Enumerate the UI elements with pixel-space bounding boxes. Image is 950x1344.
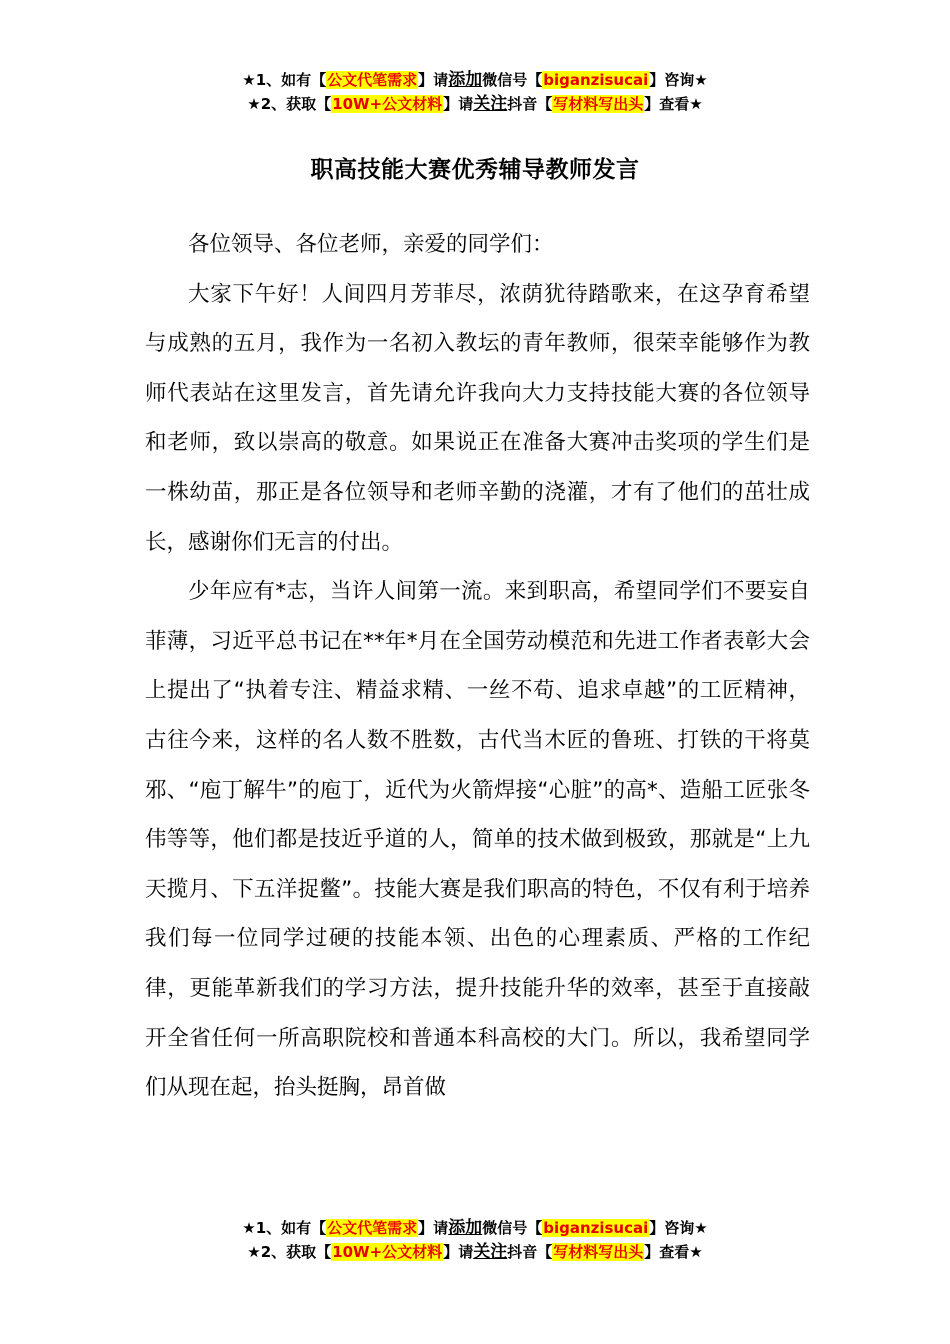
document-body <box>145 220 810 1113</box>
banner-text: ★2、获取【 <box>247 95 332 113</box>
banner-text: 微信号【 <box>482 1219 543 1237</box>
banner-text: ★1、如有【 <box>242 71 327 89</box>
banner-highlight: 10W+公文材料 <box>332 1243 443 1261</box>
body-paragraph: 大家下午好！人间四月芳菲尽，浓荫犹待踏歌来，在这孕育希望与成熟的五月，我作为一名初入教坛的青年教师，很荣幸能够作为教师代表站在这里发言，首先请允许我向大力支持技能大赛的各位领导和老师，致以崇高的敬意。如果说正在准备大赛冲击奖项的学生们是一株幼苗，那正是各位领导和老师辛勤的浇灌，才有了他们的茁壮成长，感谢你们无言的付出。 <box>145 281 810 555</box>
banner-highlight: 公文代笔需求 <box>327 1219 418 1237</box>
banner-line-1 <box>0 68 950 92</box>
banner-wechat-id: biganzisucai <box>543 71 649 89</box>
banner-underlined: 关注 <box>473 94 508 114</box>
banner-line-1 <box>0 1216 950 1240</box>
banner-text: 】查看★ <box>644 1243 703 1261</box>
salutation-paragraph: 各位领导、各位老师，亲爱的同学们： <box>188 232 554 257</box>
banner-text: 】请 <box>443 95 474 113</box>
banner-line-2 <box>0 1240 950 1264</box>
banner-douyin-name: 写材料写出头 <box>553 95 644 113</box>
banner-text: 】请 <box>418 1219 449 1237</box>
banner-underlined: 添加 <box>448 1218 483 1238</box>
footer-banner <box>0 1216 950 1264</box>
banner-highlight: 10W+公文材料 <box>332 95 443 113</box>
body-paragraph: 少年应有*志，当许人间第一流。来到职高，希望同学们不要妄自菲薄，习近平总书记在**年*月在全国劳动模范和先进工作者表彰大会上提出了“执着专注、精益求精、一丝不苟、追求卓越”的工匠精神，古往今来，这样的名人数不胜数，古代当木匠的鲁班、打铁的干将莫邪、“庖丁解牛”的庖丁，近代为火箭焊接“心脏”的高*、造船工匠张冬伟等等，他们都是技近乎道的人，简单的技术做到极致，那就是“上九天揽月、下五洋捉鳖”。技能大赛是我们职高的特色，不仅有利于培养我们每一位同学过硬的技能本领、出色的心理素质、严格的工作纪律，更能革新我们的学习方法，提升技能升华的效率，甚至于直接敲开全省任何一所高职院校和普通本科高校的大门。所以，我希望同学们从现在起，抬头挺胸，昂首做 <box>145 579 810 1101</box>
banner-text: 】咨询★ <box>649 71 708 89</box>
banner-text: ★2、获取【 <box>247 1243 332 1261</box>
banner-line-2 <box>0 92 950 116</box>
banner-text: 抖音【 <box>507 95 553 113</box>
banner-text: 】咨询★ <box>649 1219 708 1237</box>
header-banner <box>0 68 950 116</box>
banner-text: 】请 <box>418 71 449 89</box>
banner-douyin-name: 写材料写出头 <box>553 1243 644 1261</box>
banner-text: 微信号【 <box>482 71 543 89</box>
banner-text: 】请 <box>443 1243 474 1261</box>
banner-underlined: 添加 <box>448 70 483 90</box>
banner-text: 抖音【 <box>507 1243 553 1261</box>
document-title: 职高技能大赛优秀辅导教师发言 <box>310 157 640 183</box>
banner-wechat-id: biganzisucai <box>543 1219 649 1237</box>
banner-highlight: 公文代笔需求 <box>327 71 418 89</box>
banner-underlined: 关注 <box>473 1242 508 1262</box>
banner-text: 】查看★ <box>644 95 703 113</box>
banner-text: ★1、如有【 <box>242 1219 327 1237</box>
